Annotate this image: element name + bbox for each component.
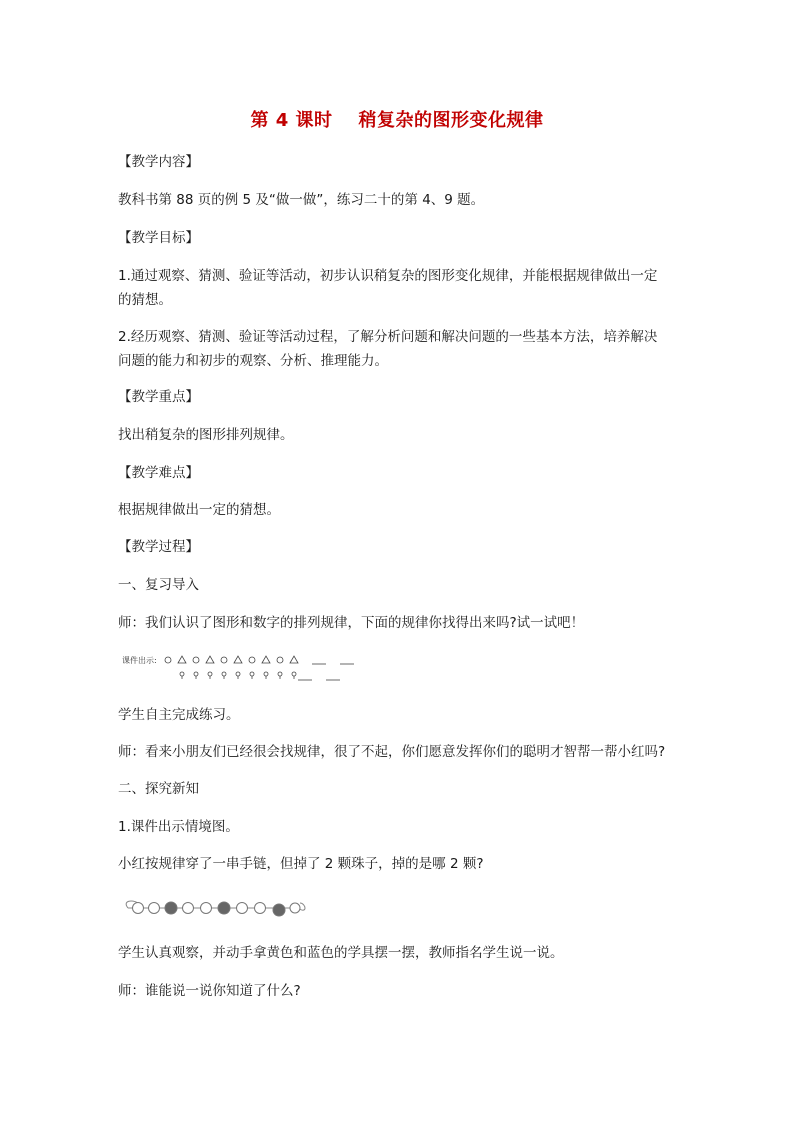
step-1: 1.课件出示情境图。 bbox=[118, 819, 239, 835]
goals-heading: 【教学目标】 bbox=[118, 230, 199, 246]
teacher-line-3: 师：谁能说一说你知道了什么? bbox=[118, 983, 301, 999]
triangle-shape bbox=[206, 656, 214, 663]
process-heading: 【教学过程】 bbox=[118, 539, 199, 555]
pin-shape bbox=[208, 672, 212, 679]
lesson-topic: 稍复杂的图形变化规律 bbox=[358, 110, 544, 131]
light-bead bbox=[149, 903, 160, 914]
pin-shape bbox=[250, 672, 254, 679]
light-bead bbox=[183, 903, 194, 914]
pin-shape bbox=[180, 672, 184, 679]
dark-bead bbox=[273, 904, 285, 916]
triangle-shape bbox=[262, 656, 270, 663]
shape-row-2 bbox=[180, 672, 340, 680]
goal-1-line-2: 的猜想。 bbox=[118, 292, 172, 308]
light-bead bbox=[201, 903, 212, 914]
goal-1-line-1: 1.通过观察、猜测、验证等活动，初步认识稍复杂的图形变化规律，并能根据规律做出一定 bbox=[118, 268, 658, 284]
pin-shape bbox=[264, 672, 268, 679]
circle-shape bbox=[165, 657, 171, 663]
difficulty-text: 根据规律做出一定的猜想。 bbox=[118, 502, 280, 518]
pin-shape bbox=[194, 672, 198, 679]
circle-shape bbox=[193, 657, 199, 663]
triangle-shape bbox=[178, 656, 186, 663]
dark-bead bbox=[218, 902, 230, 914]
light-bead bbox=[255, 903, 266, 914]
circle-shape bbox=[249, 657, 255, 663]
bracelet-illustration bbox=[122, 895, 312, 921]
difficulty-heading: 【教学难点】 bbox=[118, 465, 199, 481]
shape-row-1 bbox=[165, 656, 354, 664]
dark-bead bbox=[165, 902, 177, 914]
courseware-label: 课件出示: bbox=[122, 656, 157, 665]
part-1-title: 一、复习导入 bbox=[118, 577, 199, 593]
content-text: 教科书第 88 页的例 5 及“做一做”，练习二十的第 4、9 题。 bbox=[118, 192, 485, 208]
lesson-title bbox=[0, 106, 794, 132]
pin-shape bbox=[278, 672, 282, 679]
triangle-shape bbox=[290, 656, 298, 663]
light-bead bbox=[133, 903, 144, 914]
key-text: 找出稍复杂的图形排列规律。 bbox=[118, 427, 294, 443]
pin-shape bbox=[222, 672, 226, 679]
part-2-title: 二、探究新知 bbox=[118, 781, 199, 797]
bracelet-question: 小红按规律穿了一串手链，但掉了 2 颗珠子，掉的是哪 2 颗? bbox=[118, 856, 484, 872]
goal-2-line-2: 问题的能力和初步的观察、分析、推理能力。 bbox=[118, 353, 388, 369]
pattern-sequences bbox=[122, 651, 382, 685]
circle-shape bbox=[277, 657, 283, 663]
goal-2-line-1: 2.经历观察、猜测、验证等活动过程，了解分析问题和解决问题的一些基本方法，培养解决 bbox=[118, 329, 658, 345]
student-observe: 学生认真观察，并动手拿黄色和蓝色的学具摆一摆，教师指名学生说一说。 bbox=[118, 945, 564, 961]
lesson-number: 第 4 课时 bbox=[250, 110, 333, 131]
teacher-line-1: 师：我们认识了图形和数字的排列规律，下面的规律你找得出来吗?试一试吧！ bbox=[118, 615, 585, 631]
circle-shape bbox=[221, 657, 227, 663]
student-practice: 学生自主完成练习。 bbox=[118, 707, 240, 723]
pin-shape bbox=[236, 672, 240, 679]
courseware-figure bbox=[122, 651, 382, 685]
triangle-shape bbox=[234, 656, 242, 663]
key-heading: 【教学重点】 bbox=[118, 389, 199, 405]
pin-shape bbox=[292, 672, 296, 679]
content-heading: 【教学内容】 bbox=[118, 154, 199, 170]
teacher-line-2: 师：看来小朋友们已经很会找规律，很了不起，你们愿意发挥你们的聪明才智帮一帮小红吗? bbox=[118, 744, 666, 760]
light-bead bbox=[237, 903, 248, 914]
light-bead bbox=[290, 903, 300, 913]
